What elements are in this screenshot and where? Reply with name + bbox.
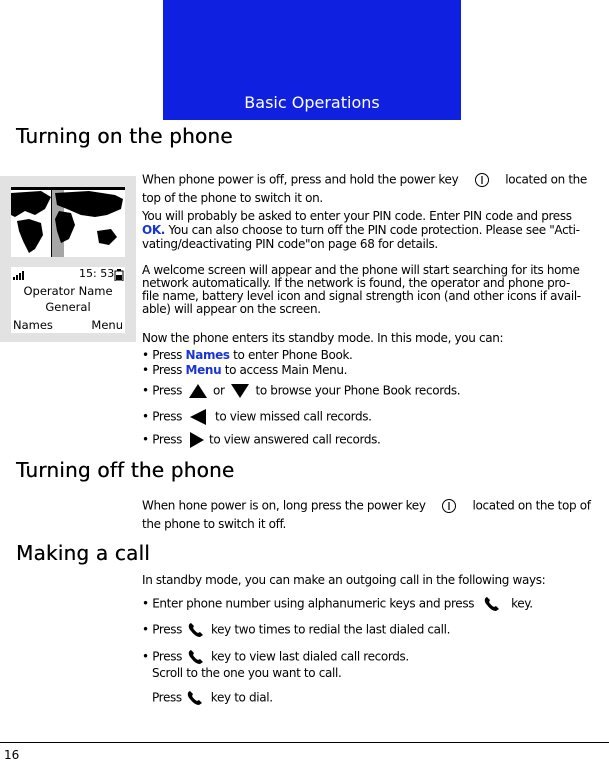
footer-rule (0, 742, 609, 743)
signal-strength-icon (13, 270, 27, 280)
on-paragraph-4: Now the phone enters its standby mode. In this mode, you can: (142, 331, 504, 345)
on-paragraph-3-line-2: network automatically. If the network is found, the operator and phone pro- (142, 276, 570, 290)
on-paragraph-2-line-3: vating/deactivating PIN code"on page 68 for details. (142, 237, 438, 251)
off-paragraph-line-2: the phone to switch it off. (142, 517, 286, 531)
text: to view answered call records. (208, 432, 381, 447)
text: to view missed call records. (214, 409, 372, 424)
bullet-browse (142, 382, 460, 400)
right-arrow-icon (186, 430, 206, 450)
menu-keyword: Menu (185, 363, 222, 377)
call-intro: In standby mode, you can make an outgoing call in the following ways: (142, 573, 546, 587)
text: • Press (142, 363, 186, 377)
call-key-icon (186, 620, 208, 640)
text: • Press (142, 409, 183, 424)
text: or (212, 383, 225, 398)
bullet-answered-calls (142, 430, 381, 450)
operator-name: Operator Name (23, 284, 113, 298)
profile-name: General (45, 300, 91, 314)
down-arrow-icon (228, 382, 252, 400)
heading-turning-off: Turning off the phone (16, 458, 235, 482)
chapter-banner (163, 0, 461, 120)
text: • Press (142, 432, 183, 447)
text: key to dial. (210, 690, 273, 705)
text: key to view last dialed call records. (210, 649, 409, 664)
text: • Enter phone number using alphanumeric keys and press (142, 596, 475, 611)
text: Press (152, 690, 182, 705)
text: • Press (142, 348, 186, 362)
text: located on the top of (472, 498, 591, 513)
world-map-screen (11, 187, 125, 257)
power-key-icon (429, 498, 469, 514)
text: key. (511, 596, 533, 611)
on-paragraph-1-line-1 (142, 172, 587, 188)
call-bullet-view-dialed (142, 647, 409, 667)
heading-turning-on: Turning on the phone (16, 124, 233, 148)
names-keyword: Names (185, 348, 230, 362)
heading-making-a-call: Making a call (16, 541, 150, 565)
phone-screens-illustration (0, 176, 136, 342)
battery-icon (114, 269, 124, 281)
call-key-icon (185, 688, 207, 708)
on-paragraph-2-line-1: You will probably be asked to enter your PIN code. Enter PIN code and press (142, 209, 572, 223)
chapter-title: Basic Operations (244, 93, 380, 112)
text: key two times to redial the last dialed call. (210, 622, 451, 637)
call-bullet-redial (142, 620, 450, 640)
clock-time: 15: 53 (79, 267, 115, 280)
call-key-icon (186, 647, 208, 667)
on-paragraph-2-line-2 (142, 224, 580, 237)
standby-screen (11, 267, 125, 333)
bullet-missed-calls (142, 407, 372, 427)
text: located on the (505, 172, 587, 187)
on-paragraph-3-line-1: A welcome screen will appear and the phone will start searching for its home (142, 263, 580, 277)
text: • Press (142, 383, 183, 398)
text: • Press (142, 649, 183, 664)
call-bullet-dial-line (152, 688, 273, 708)
text: to enter Phone Book. (229, 348, 353, 362)
bullet-menu (142, 364, 347, 377)
text: • Press (142, 622, 183, 637)
ok-keyword: OK. (142, 223, 166, 237)
call-bullet-scroll-line: Scroll to the one you want to call. (152, 666, 342, 680)
up-arrow-icon (186, 382, 210, 400)
right-soft-key-label: Menu (91, 318, 123, 332)
text: to browse your Phone Book records. (255, 383, 461, 398)
on-paragraph-3-line-3: file name, battery level icon and signal strength icon (and other icons if avail- (142, 289, 581, 303)
world-map-icon (11, 187, 125, 257)
text: You can also choose to turn off the PIN code protection. Please see "Acti- (165, 223, 580, 237)
text: to access Main Menu. (221, 363, 348, 377)
on-paragraph-3-line-4: able) will appear on the screen. (142, 302, 321, 316)
left-soft-key-label: Names (13, 318, 53, 332)
text: When phone power is off, press and hold the power key (142, 172, 459, 187)
on-paragraph-1-line-2: top of the phone to switch it on. (142, 191, 323, 205)
off-paragraph-line-1 (142, 498, 591, 514)
left-arrow-icon (186, 407, 212, 427)
call-bullet-enter-number (142, 594, 533, 614)
call-key-icon (478, 594, 508, 614)
bullet-names (142, 349, 353, 362)
text: When hone power is on, long press the power key (142, 498, 426, 513)
page-number: 16 (4, 748, 20, 762)
power-key-icon (462, 172, 502, 188)
